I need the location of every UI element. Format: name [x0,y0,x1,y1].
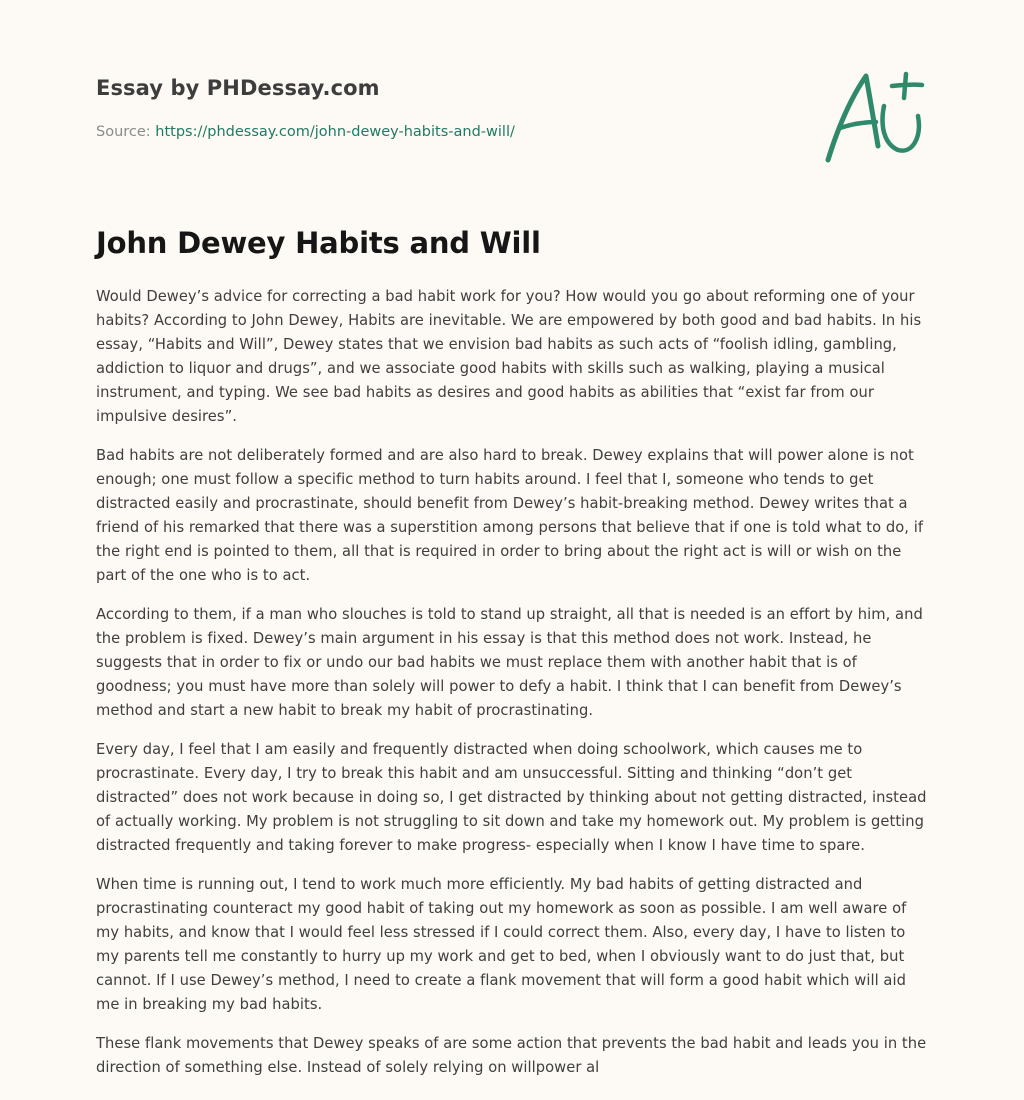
essay-body [96,285,932,1091]
essay-paragraph: Bad habits are not deliberately formed and are also hard to break. Dewey explains that will power alone is not enough; one must follow a specific method to turn habits around. I feel that I, someone who tends to get distracted easily and procrastinate, should benefit from Dewey’s habit-breaking method. Dewey writes that a friend of his remarked that there was a superstition among persons that believe that if one is told what to do, if the right end is pointed to them, all that is required in order to bring about the right act is will or wish on the part of the one who is to act. [96,447,924,584]
essay-paragraph: Every day, I feel that I am easily and frequently distracted when doing schoolwork, which causes me to procrastinate. Every day, I try to break this habit and am unsuccessful. Sitting and thinking “don’t get distracted” does not work because in doing so, I get distracted by thinking about not getting distracted, instead of actually working. My problem is not struggling to sit down and take my homework out. My problem is getting distracted frequently and taking forever to make progress- especially when I know I have time to spare. [96,741,927,854]
source-line [96,124,515,140]
essay-paragraph: These flank movements that Dewey speaks of are some action that prevents the bad habit and leads you in the direction of something else. Instead of solely relying on willpower al [96,1035,927,1076]
a-plus-logo-icon [818,64,930,166]
essay-title: John Dewey Habits and Will [96,226,541,260]
essay-paragraph: According to them, if a man who slouches is told to stand up straight, all that is needed is an effort by him, and the problem is fixed. Dewey’s main argument in his essay is that this method does not work. Instead, he suggests that in order to fix or undo our bad habits we must replace them with another habit that is of goodness; you must have more than solely will power to defy a habit. I think that I can benefit from Dewey’s method and start a new habit to break my habit of procrastinating. [96,606,923,719]
site-brand: Essay by PHDessay.com [96,76,380,100]
source-label: Source: [96,124,151,140]
essay-paragraph: Would Dewey’s advice for correcting a bad habit work for you? How would you go about reforming one of your habits? According to John Dewey, Habits are inevitable. We are empowered by both good and bad habits. In his essay, “Habits and Will”, Dewey states that we envision bad habits as such acts of “foolish idling, gambling, addiction to liquor and drugs”, and we associate good habits with skills such as walking, playing a musical instrument, and typing. We see bad habits as desires and good habits as abilities that “exist far from our impulsive desires”. [96,288,922,425]
source-link[interactable]: https://phdessay.com/john-dewey-habits-and-will/ [155,124,515,140]
essay-paragraph: When time is running out, I tend to work much more efficiently. My bad habits of getting distracted and procrastinating counteract my good habit of taking out my homework as soon as possible. I am well aware of my habits, and know that I would feel less stressed if I could correct them. Also, every day, I have to listen to my parents tell me constantly to hurry up my work and get to bed, when I obviously want to do just that, but cannot. If I use Dewey’s method, I need to create a flank movement that will form a good habit which will aid me in breaking my bad habits. [96,876,907,1013]
